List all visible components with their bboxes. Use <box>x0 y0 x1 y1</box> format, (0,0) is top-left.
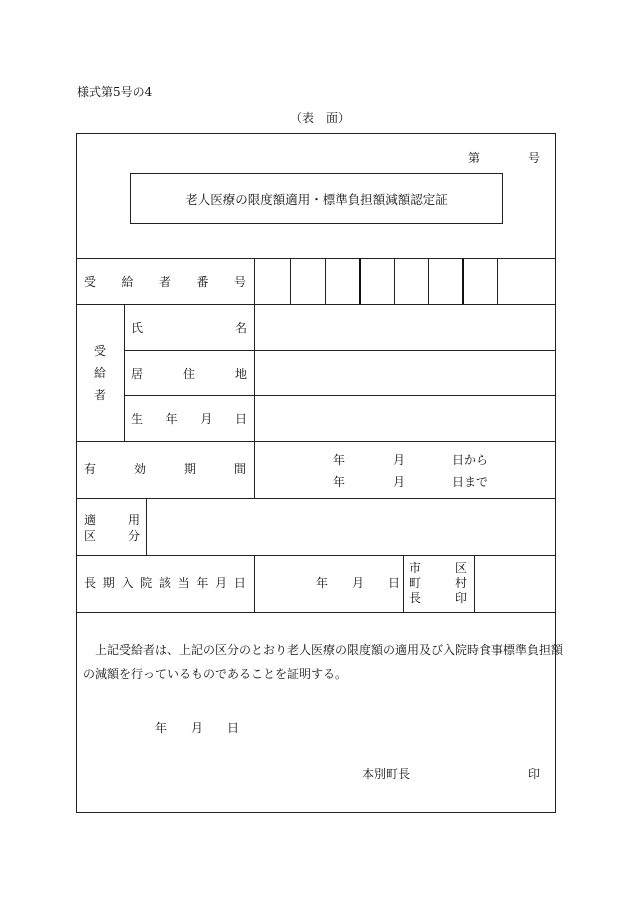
long-term-label: 長 期 入 院 該 当 年 月 日 <box>84 576 246 590</box>
divider-birthdate <box>76 441 556 442</box>
recipient-number-label-edge <box>254 258 255 304</box>
statement-line-1: 上記受給者は、上記の区分のとおり老人医療の限度額の適用及び入院時食事標準負担額 <box>95 643 564 657</box>
digit-cell-edge <box>428 258 429 304</box>
category-label-line2: 区 分 <box>84 529 140 543</box>
recipient-group-label-1: 受 <box>94 344 107 358</box>
issuer-seal: 印 <box>528 767 541 781</box>
digit-cell-edge <box>497 258 498 304</box>
category-label-edge <box>146 498 147 555</box>
validity-label-edge <box>254 441 255 498</box>
recipient-group-label-3: 者 <box>94 388 107 402</box>
certificate-title: 老人医療の限度額適用・標準負担額減額認定証 <box>185 191 448 207</box>
certificate-title-box <box>130 173 503 224</box>
seal-label-row1: 市 区 <box>409 561 467 575</box>
validity-to-month: 月 <box>393 475 406 489</box>
digit-cell-edge <box>325 258 326 304</box>
seal-label-left-edge <box>403 555 404 612</box>
long-term-year: 年 <box>316 576 329 590</box>
recipient-group-label-2: 給 <box>94 366 107 380</box>
validity-from-month: 月 <box>393 453 406 467</box>
category-label-line1: 適 用 <box>84 513 140 527</box>
digit-cell-edge <box>394 258 395 304</box>
divider-name <box>124 350 556 351</box>
digit-cell-edge-bold <box>359 258 361 304</box>
birthdate-label: 生 年 月 日 <box>131 412 247 426</box>
long-term-day: 日 <box>388 576 401 590</box>
digit-cell-edge <box>290 258 291 304</box>
validity-to-day: 日まで <box>452 475 489 489</box>
divider-top <box>76 258 556 259</box>
divider-recipient-number <box>76 304 556 305</box>
divider-validity <box>76 498 556 499</box>
number-label-left: 第 <box>468 151 481 165</box>
divider-long-term <box>76 612 556 613</box>
recipient-group-edge <box>124 304 125 441</box>
validity-from-year: 年 <box>333 453 346 467</box>
seal-label-row3: 長 印 <box>409 591 467 605</box>
name-label: 氏 名 <box>131 321 247 335</box>
seal-label-row2: 町 村 <box>409 576 467 590</box>
statement-line-2: の減額を行っているものであることを証明する。 <box>83 667 348 681</box>
statement-date-month: 月 <box>191 721 204 735</box>
statement-date-day: 日 <box>227 721 240 735</box>
statement-date-year: 年 <box>155 721 168 735</box>
validity-label: 有 効 期 間 <box>84 462 246 476</box>
divider-category <box>76 555 556 556</box>
seal-label-right-edge <box>474 555 475 612</box>
validity-to-year: 年 <box>333 475 346 489</box>
divider-address <box>124 395 556 396</box>
form-number: 様式第5号の4 <box>77 85 153 99</box>
issuer-name: 本別町長 <box>362 767 411 781</box>
address-label: 居 住 地 <box>131 367 247 381</box>
number-label-right: 号 <box>528 151 541 165</box>
long-term-month: 月 <box>352 576 365 590</box>
validity-from-day: 日から <box>452 453 489 467</box>
recipient-label-edge <box>254 304 255 441</box>
digit-cell-edge-bold <box>462 258 464 304</box>
long-term-label-edge <box>254 555 255 612</box>
recipient-number-label: 受 給 者 番 号 <box>84 275 246 289</box>
side-label: （表 面） <box>290 111 351 125</box>
